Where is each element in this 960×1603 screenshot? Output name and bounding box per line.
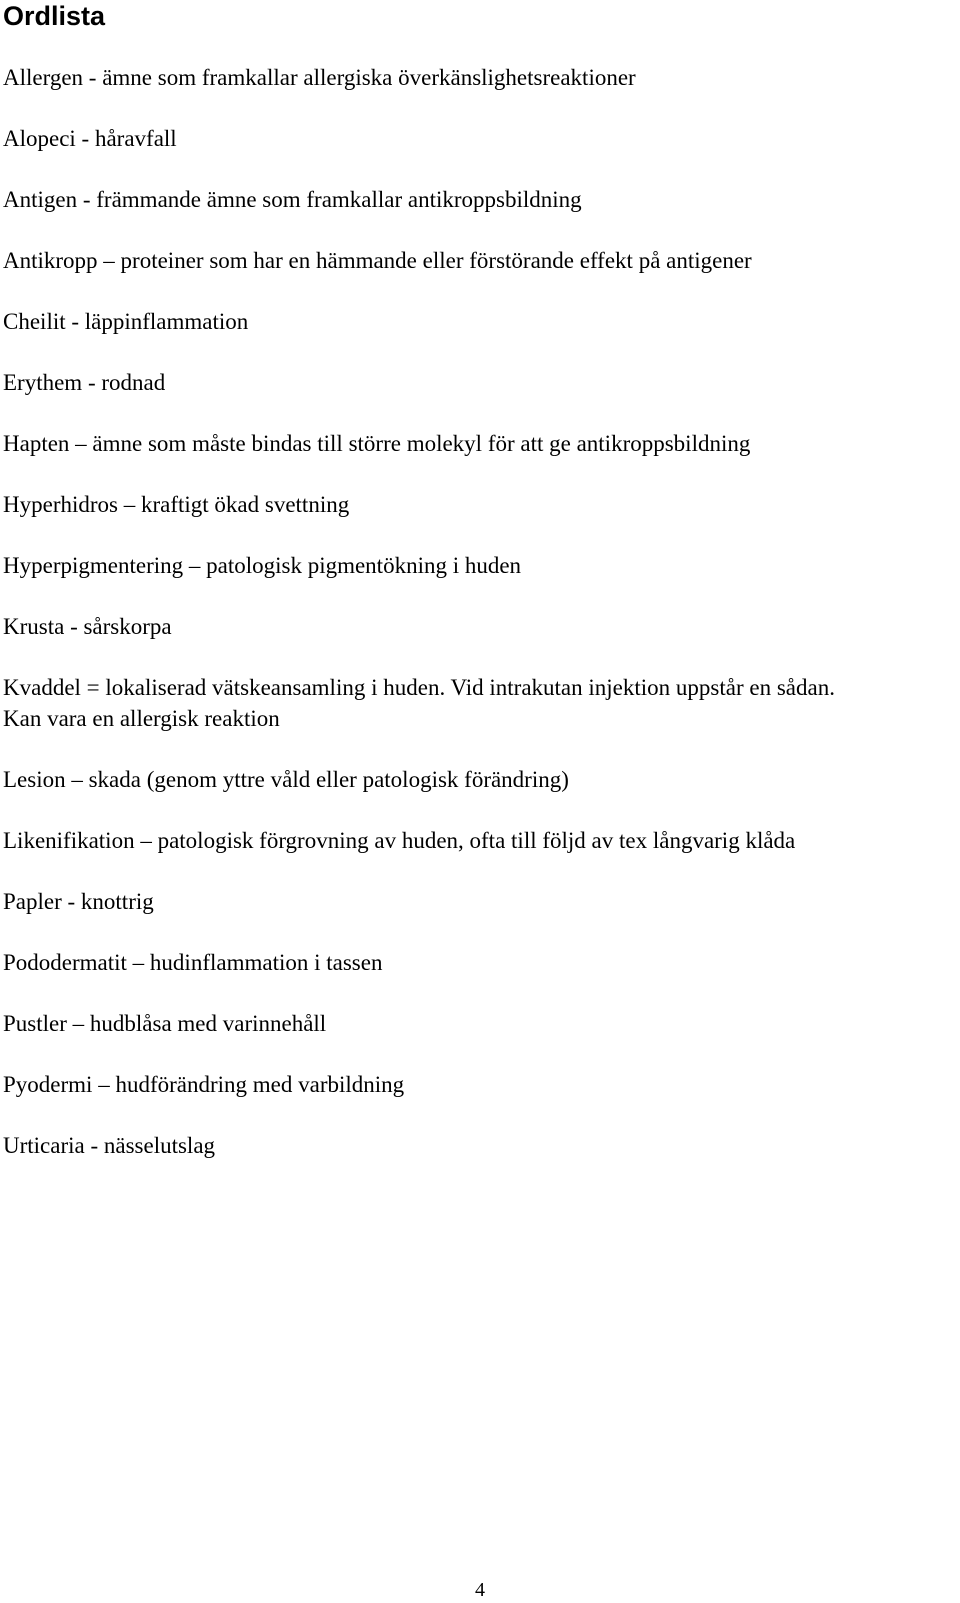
glossary-entry-alopeci: Alopeci - håravfall [3, 126, 177, 151]
glossary-entry-antigen: Antigen - främmande ämne som framkallar antikroppsbildning [3, 187, 582, 212]
glossary-entry-krusta: Krusta - sårskorpa [3, 614, 172, 639]
glossary-entry-papler: Papler - knottrig [3, 889, 154, 914]
glossary-entry-kvaddel: Kvaddel = lokaliserad vätskeansamling i huden. Vid intrakutan injektion uppstår en sådan. Kan vara en allergisk reaktion [3, 675, 835, 731]
glossary-entry-erythem: Erythem - rodnad [3, 370, 166, 395]
glossary-entry-hyperpigmentering: Hyperpigmentering – patologisk pigmentökning i huden [3, 553, 522, 578]
glossary-entry-cheilit: Cheilit - läppinflammation [3, 309, 249, 334]
glossary-entry-pustler: Pustler – hudblåsa med varinnehåll [3, 1011, 327, 1036]
glossary-entry-hapten: Hapten – ämne som måste bindas till större molekyl för att ge antikroppsbildning [3, 431, 751, 456]
glossary-entry-pododermatit: Pododermatit – hudinflammation i tassen [3, 950, 383, 975]
glossary-entry-lesion: Lesion – skada (genom yttre våld eller patologisk förändring) [3, 767, 569, 792]
page-number: 4 [475, 1579, 485, 1601]
page-title: Ordlista [3, 1, 106, 31]
glossary-entry-hyperhidros: Hyperhidros – kraftigt ökad svettning [3, 492, 350, 517]
glossary-entry-urticaria: Urticaria - nässelutslag [3, 1133, 216, 1158]
glossary-list [3, 62, 953, 1191]
glossary-entry-pyodermi: Pyodermi – hudförändring med varbildning [3, 1072, 405, 1097]
glossary-entry-antikropp: Antikropp – proteiner som har en hämmande eller förstörande effekt på antigener [3, 248, 752, 273]
glossary-entry-likenifikation: Likenifikation – patologisk förgrovning av huden, ofta till följd av tex långvarig klåda [3, 828, 796, 853]
glossary-entry-allergen: Allergen - ämne som framkallar allergiska överkänslighetsreaktioner [3, 65, 636, 90]
